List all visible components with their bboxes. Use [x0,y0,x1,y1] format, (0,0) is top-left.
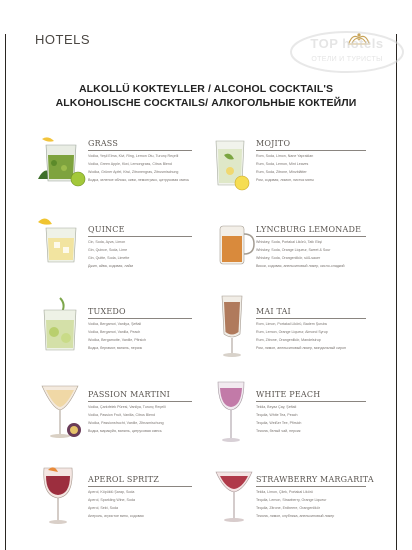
watermark-main: TOP hotels [310,36,384,51]
drink-name: STRAWBERRY MARGARITA [256,475,374,484]
desc-line: Rum, Soda, Zitrone, Minzblätter [256,170,307,174]
desc-line: Vodka, Yeşil Elma, Kivi, Ring, Lemon Otu, Turunç Reçelli [88,154,179,158]
desc-line: Vodka, Bergamot, Vanilya, Şeftali [88,322,142,326]
mai-tai-illustration [216,294,250,360]
drink-divider [88,486,192,487]
drink-description [256,320,371,352]
drink-divider [256,486,366,487]
drink-name: MAI TAI [256,307,291,316]
drink-divider [256,236,366,237]
desc-line: Текила, белый чай, персик [256,429,301,433]
watermark-sub: ОТЕЛИ И ТУРИСТЫ [311,56,383,63]
drink-description [88,238,203,270]
drink-divider [88,318,192,319]
page-title-line-1: ALKOLLÜ KOKTEYLLER / ALCOHOL COCKTAIL'S [78,83,334,95]
desc-line: Vodka, Çarkıfelek Püresi, Vanilya, Turunç Reçelli [88,405,166,409]
desc-line: Aperol, Sekt, Soda [88,506,118,510]
mojito-cocktail-illustration [210,133,256,193]
page-title-line-2: ALKOHOLISCHE COCKTAILS/ АЛКОГОЛЬНЫЕ КОКТЕЙЛИ [55,97,357,109]
drink-divider [256,150,366,151]
passion-martini-illustration [38,382,84,442]
desc-line: Aperol, Sparkling Wine, Soda [88,498,135,502]
desc-line: Водка, маракуйя, ваниль, цитрусовая смесь [88,429,162,433]
drink-name: MOJITO [256,139,291,148]
desc-line: Водка, бергамот, ваниль, персик [88,346,143,350]
drink-name: LYNCBURG LEMONADE [256,225,362,234]
desc-line: Wodka, Grüner Apfel, Kiwi, Zitronengras, Zitrusmischung [88,170,179,174]
right-frame-line [396,34,397,550]
desc-line: Gin, Quitte, Soda, Limette [88,256,130,260]
drink-description [88,320,203,352]
drink-name: WHITE PEACH [256,390,321,399]
drink-divider [256,318,366,319]
drink-name: APEROL SPRITZ [88,475,159,484]
desc-line: Виски, содовая, апельсиновый ликер, кисло-сладкий [256,264,345,268]
drink-divider [256,401,366,402]
desc-line: Aperol, Köpüklü Şarap, Soda [88,490,135,494]
desc-line: Ром, лимон, апельсиновый ликер, миндальный сироп [256,346,346,350]
drink-description [256,238,371,270]
white-peach-illustration [214,378,250,446]
desc-line: Rum, Zitrone, Orangenlikör, Mandelsirup [256,338,321,342]
desc-line: Джин, айва, содовая, лайм [88,264,133,268]
desc-line: Vodka, Green Apple, Kiwi, Lemongrass, Citrus Blend [88,162,172,166]
desc-line: Tequila, White Tea, Peach [256,413,298,417]
desc-line: Водка, зеленое яблоко, киви, лемонграсс, цитрусовая смесь [88,178,190,182]
desc-line: Tekila, Beyaz Çay, Şeftali [256,405,297,409]
quince-cocktail-illustration [36,214,86,268]
desc-line: Vodka, Bergamot, Vanilla, Peach [88,330,141,334]
desc-line: Wodka, Bergamotte, Vanille, Pfirsich [88,338,146,342]
drink-divider [88,150,192,151]
strawberry-margarita-illustration [212,464,256,528]
desc-line: Апероль, игристое вино, содовая [88,514,144,518]
drink-divider [88,236,192,237]
drink-description [88,403,203,435]
drink-name: TUXEDO [88,307,126,316]
desc-line: Wodka, Passionsfrucht, Vanille, Zitrusmischung [88,421,164,425]
desc-line: Tequila, Lemon, Strawberry, Orange Liqueur [256,498,327,502]
drink-divider [88,401,192,402]
drink-description [88,152,203,184]
left-frame-line [5,34,6,550]
aperol-spritz-illustration [38,462,78,528]
desc-line: Vodka, Passion Fruit, Vanilla, Citrus Blend [88,413,156,417]
desc-line: Rom, Soda, Limon, Nane Yaprakları [256,154,314,158]
drink-name: PASSION MARTINI [88,390,171,399]
desc-line: Tekila, Limon, Çilek, Portakal Likörü [256,490,313,494]
section-label: HOTELS [35,32,91,47]
grass-cocktail-illustration [36,133,86,191]
drink-name: QUINCE [88,225,125,234]
desc-line: Cin, Soda, Ayva, Limon [88,240,126,244]
drink-description [256,403,371,435]
desc-line: Whiskey, Soda, Orange Liqueur, Sweet & Sour [256,248,331,252]
drink-name: GRASS [88,139,119,148]
desc-line: Ром, содовая, лимон, листья мяты [256,178,314,182]
watermark-shape [288,26,406,82]
watermark [288,26,406,82]
desc-line: Tequila, Weißer Tee, Pfirsich [256,421,302,425]
desc-line: Whiskey, Soda, Orangenlikör, süß-sauer [256,256,321,260]
tuxedo-cocktail-illustration [36,296,86,354]
desc-line: Gin, Quince, Soda, Lime [88,248,128,252]
drink-description [256,488,371,520]
desc-line: Whiskey, Soda, Portakal Likörü, Tatlı Ekşi [256,240,322,244]
desc-line: Rum, Lemon, Orange Liqueur, Almond Syrup [256,330,328,334]
drink-description [88,488,203,520]
desc-line: Rom, Limon, Portakal Likörü, Badem Şurubu [256,322,328,326]
drink-description [256,152,371,184]
desc-line: Rum, Soda, Lemon, Mint Leaves [256,162,309,166]
desc-line: Текила, лимон, клубника, апельсиновый ликер [256,514,335,518]
desc-line: Tequila, Zitrone, Erdbeere, Orangenlikör [256,506,320,510]
lyncburg-lemonade-illustration [214,218,256,268]
